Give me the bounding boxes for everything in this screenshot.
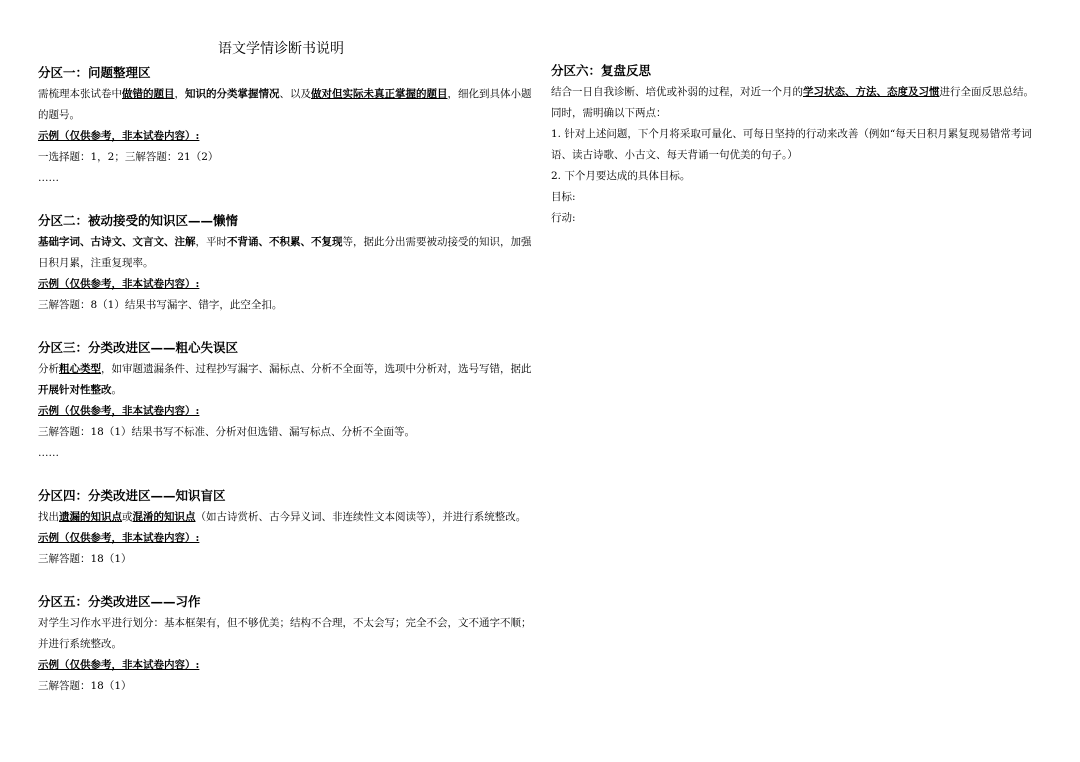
section-heading: 分区六：复盘反思 [551, 63, 652, 78]
section-3 [38, 337, 533, 464]
section-6 [551, 60, 1046, 229]
example-label: 示例（仅供参考，非本试卷内容）: [38, 532, 200, 544]
section-5 [38, 591, 533, 697]
page-title: 语文学情诊断书说明 [218, 41, 344, 57]
goal-label: 目标: [551, 191, 576, 203]
section-heading: 分区二：被动接受的知识区——懒惰 [38, 213, 239, 228]
section-description: 结合一日自我诊断、培优或补弱的过程，对近一个月的学习状态、方法、态度及习惯进行全面反思总结。 [551, 86, 1034, 98]
section-description: 找出遗漏的知识点或混淆的知识点（如古诗赏析、古今异义词、非连续性文本阅读等），并进行系统整改。 [38, 511, 527, 523]
example-label: 示例（仅供参考，非本试卷内容）: [38, 278, 200, 290]
example-line: 三解答题：18（1） [38, 553, 132, 565]
section-2 [38, 210, 533, 316]
example-label: 示例（仅供参考，非本试卷内容）: [38, 130, 200, 142]
section-heading: 分区四：分类改进区——知识盲区 [38, 488, 226, 503]
section-line: 1. 针对上述问题，下个月将采取可量化、可每日坚持的行动来改善（例如“每天日积月累复现易错常考词语、读古诗歌、小古文、每天背诵一句优美的句子。） [551, 128, 1032, 161]
example-line: …… [38, 447, 59, 459]
example-label: 示例（仅供参考，非本试卷内容）: [38, 659, 200, 671]
section-heading: 分区三：分类改进区——粗心失误区 [38, 340, 239, 355]
right-column [551, 60, 1046, 229]
section-line: 同时，需明确以下两点： [551, 107, 667, 119]
section-description: 需梳理本张试卷中做错的题目，知识的分类掌握情况、以及做对但实际未真正掌握的题目，细化到具体小题的题号。 [38, 88, 532, 121]
example-line: 三解答题：18（1）结果书写不标准、分析对但选错、漏写标点、分析不全面等。 [38, 426, 416, 438]
example-line: …… [38, 172, 59, 184]
action-label: 行动: [551, 212, 576, 224]
example-label: 示例（仅供参考，非本试卷内容）: [38, 405, 200, 417]
section-1 [38, 62, 533, 189]
section-description: 基础字词、古诗文、文言文、注解，平时不背诵、不积累、不复现等，据此分出需要被动接受的知识，加强日积月累，注重复现率。 [38, 236, 532, 269]
section-heading: 分区一：问题整理区 [38, 65, 151, 80]
section-heading: 分区五：分类改进区——习作 [38, 594, 201, 609]
example-line: 三解答题：8（1）结果书写漏字、错字，此空全扣。 [38, 299, 283, 311]
section-4 [38, 485, 533, 570]
example-line: 一选择题：1，2；三解答题：21（2） [38, 151, 219, 163]
section-description: 分析粗心类型，如审题遗漏条件、过程抄写漏字、漏标点、分析不全面等，选项中分析对，选号写错，据此开展针对性整改。 [38, 363, 532, 396]
section-description: 对学生习作水平进行划分：基本框架有，但不够优美；结构不合理，不太会写；完全不会，文不通字不顺；并进行系统整改。 [38, 617, 532, 650]
section-line: 2. 下个月要达成的具体目标。 [551, 170, 691, 182]
left-column [38, 38, 533, 697]
example-line: 三解答题：18（1） [38, 680, 132, 692]
